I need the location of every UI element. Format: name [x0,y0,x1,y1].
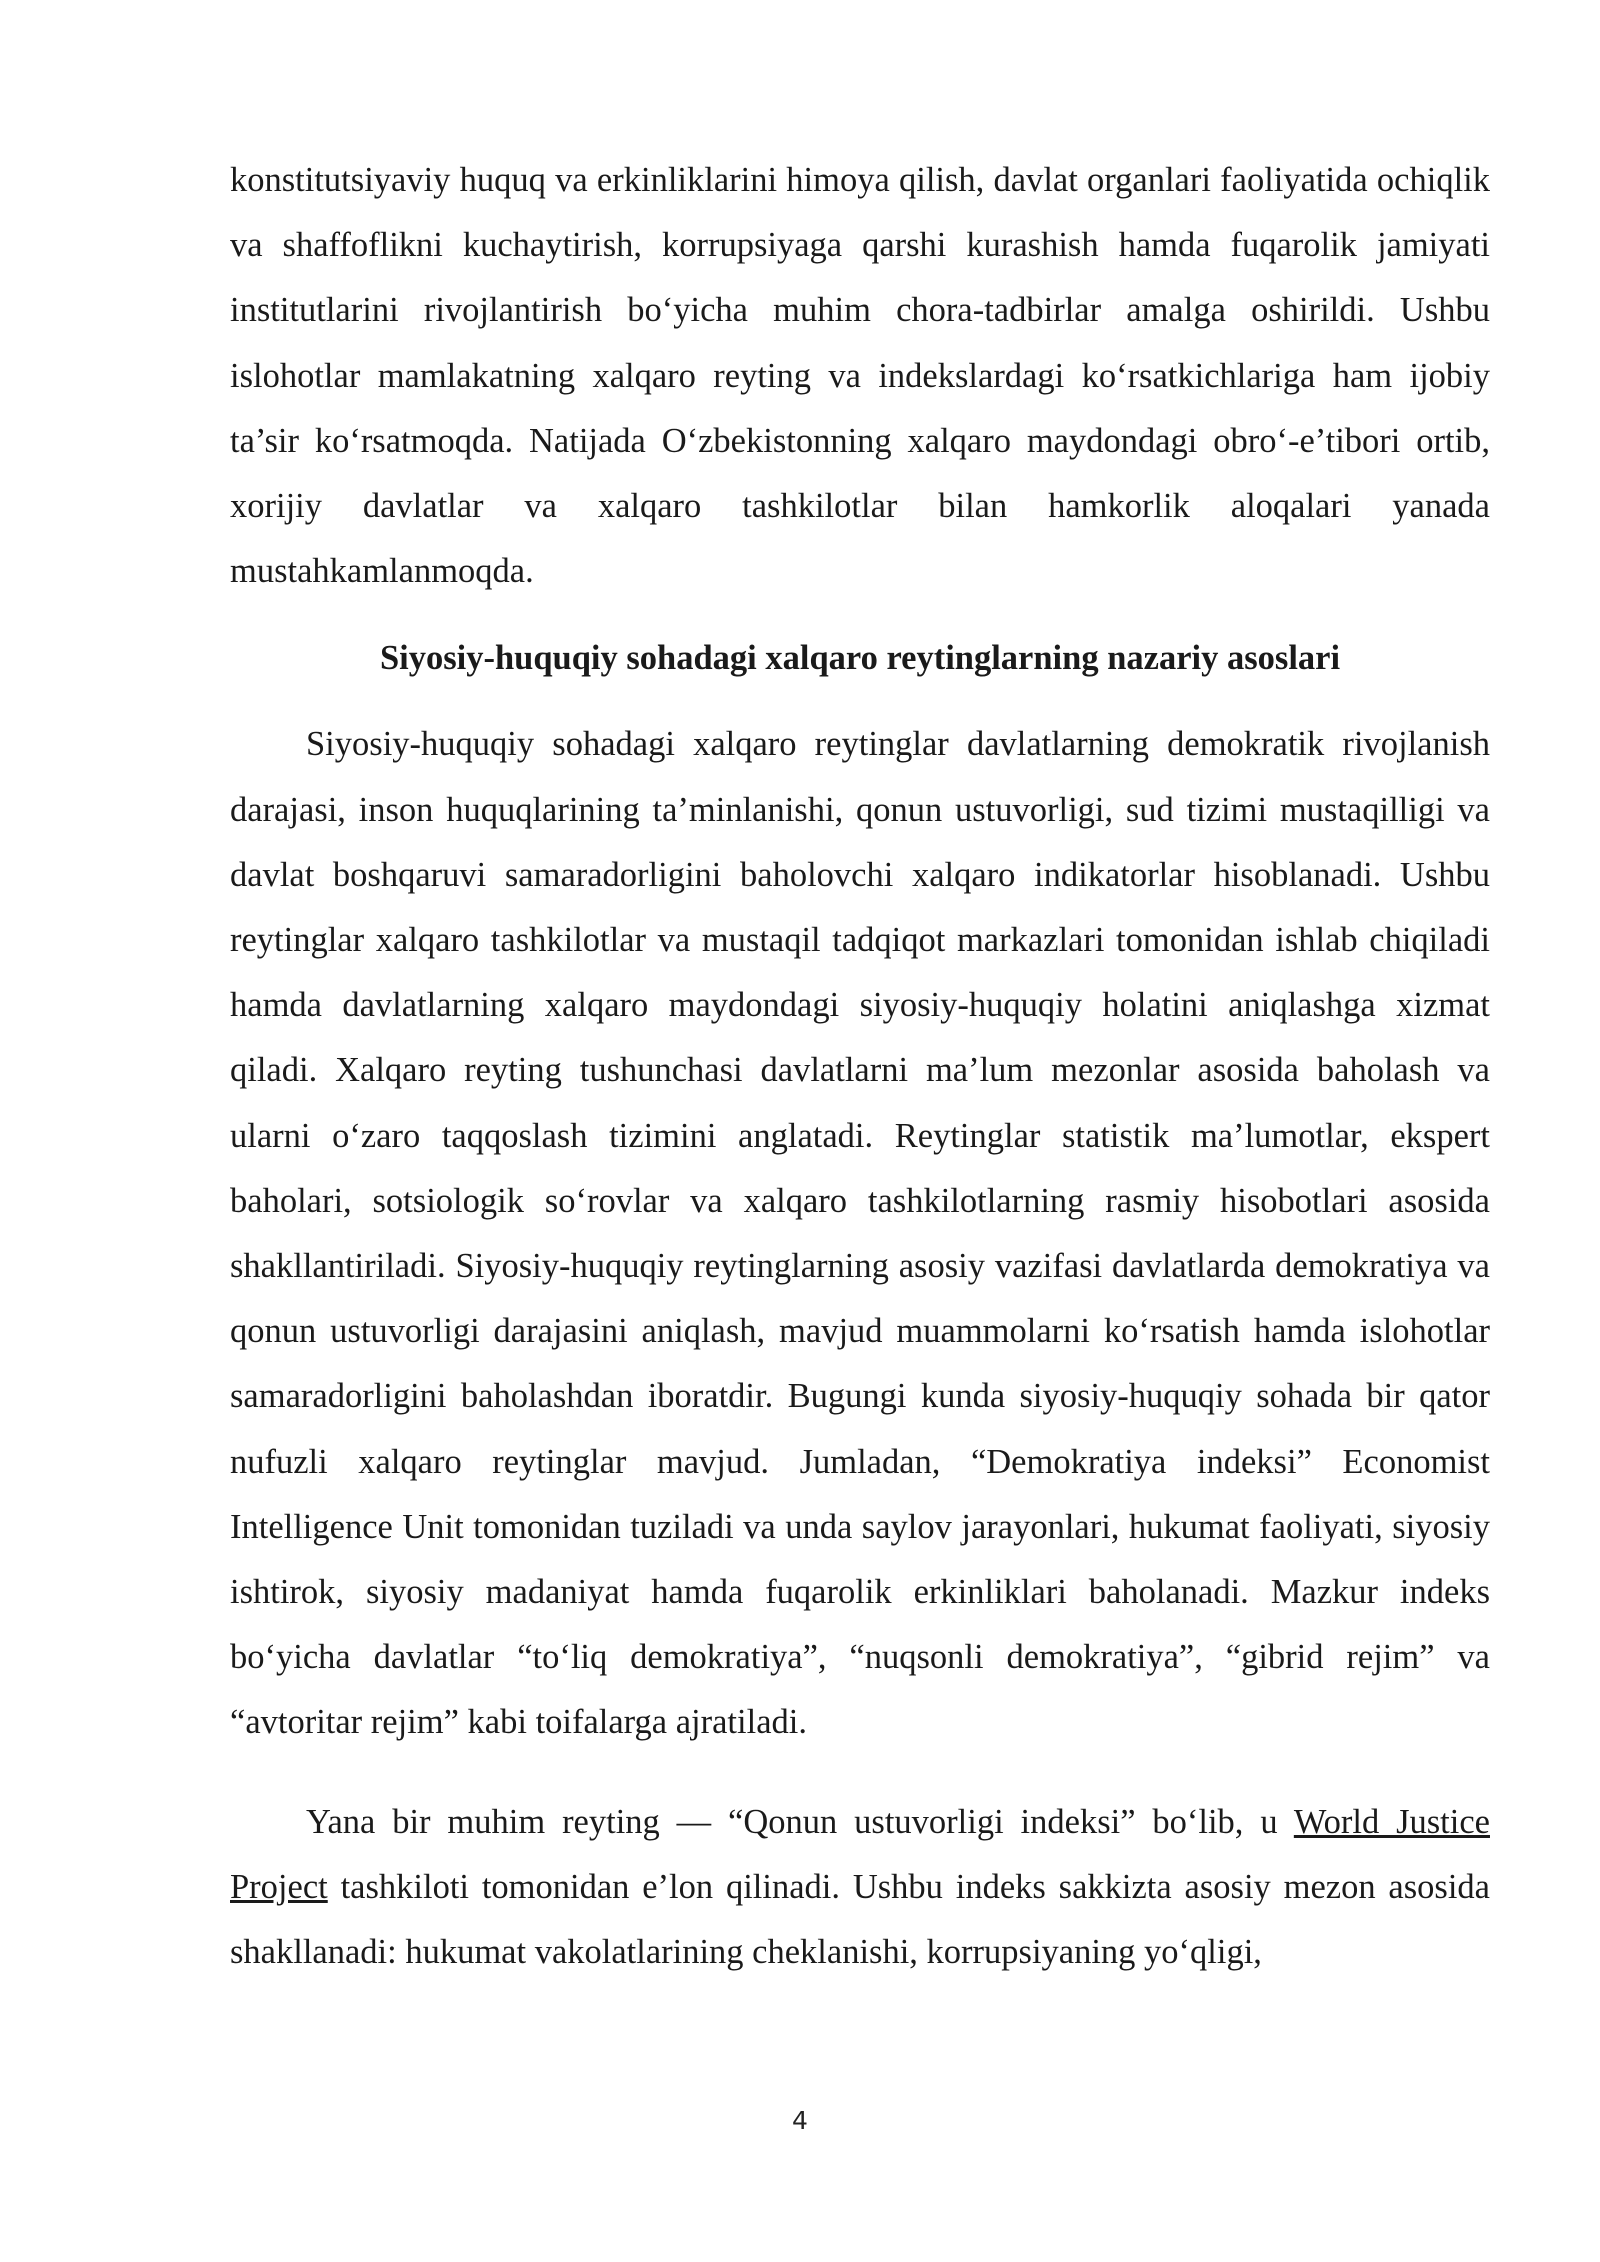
paragraph-spacer [230,1756,1490,1790]
world-justice-project-link[interactable]: World Justice Project [230,1802,1490,1906]
paragraph-3-text-start: Yana bir muhim reyting — “Qonun ustuvorligi indeksi” bo‘lib, u [306,1802,1294,1841]
document-page [230,148,1490,1985]
body-paragraph-1: konstitutsiyaviy huquq va erkinliklarini himoya qilish, davlat organlari faoliyatida ochiqlik va shaffoflikni kuchaytirish, korrupsiyaga qarshi kurashish hamda fuqarolik jamiyati institutlarini rivojlantirish bo‘yicha muhim chora-tadbirlar amalga oshirildi. Ushbu islohotlar mamlakatning xalqaro reyting va indekslardagi ko‘rsatkichlariga ham ijobiy ta’sir ko‘rsatmoqda. Natijada O‘zbekistonning xalqaro maydondagi obro‘-e’tibori ortib, xorijiy davlatlar va xalqaro tashkilotlar bilan hamkorlik aloqalari yanada mustahkamlanmoqda. [230,161,1490,591]
body-paragraph-2: Siyosiy-huquqiy sohadagi xalqaro reytinglar davlatlarning demokratik rivojlanish darajasi, inson huquqlarining ta’minlanishi, qonun ustuvorligi, sud tizimi mustaqilligi va davlat boshqaruvi samaradorligini baholovchi xalqaro indikatorlar hisoblanadi. Ushbu reytinglar xalqaro tashkilotlar va mustaqil tadqiqot markazlari tomonidan ishlab chiqiladi hamda davlatlarning xalqaro maydondagi siyosiy-huquqiy holatini aniqlashga xizmat qiladi. Xalqaro reyting tushunchasi davlatlarni ma’lum mezonlar asosida baholash va ularni o‘zaro taqqoslash tizimini anglatadi. Reytinglar statistik ma’lumotlar, ekspert baholari, sotsiologik so‘rovlar va xalqaro tashkilotlarning rasmiy hisobotlari asosida shakllantiriladi. Siyosiy-huquqiy reytinglarning asosiy vazifasi davlatlarda demokratiya va qonun ustuvorligi darajasini aniqlash, mavjud muammolarni ko‘rsatish hamda islohotlar samaradorligini baholashdan iboratdir. Bugungi kunda siyosiy-huquqiy sohada bir qator nufuzli xalqaro reytinglar mavjud. Jumladan, “Demokratiya indeksi” Economist Intelligence Unit tomonidan tuziladi va unda saylov jarayonlari, hukumat faoliyati, siyosiy ishtirok, siyosiy madaniyat hamda fuqarolik erkinliklari baholanadi. Mazkur indeks bo‘yicha davlatlar “to‘liq demokratiya”, “nuqsonli demokratiya”, “gibrid rejim” va “avtoritar rejim” kabi toifalarga ajratiladi. [230,725,1490,1742]
section-heading: Siyosiy-huquqiy sohadagi xalqaro reytinglarning nazariy asoslari [379,639,1341,678]
paragraph-3-text-end: tashkiloti tomonidan e’lon qilinadi. Ushbu indeks sakkizta asosiy mezon asosida shakllanadi: hukumat vakolatlarining cheklanishi, korrupsiyaning yo‘qligi, [230,1867,1490,1972]
body-paragraph-3 [230,1790,1490,1986]
page-number: 4 [792,2106,808,2135]
